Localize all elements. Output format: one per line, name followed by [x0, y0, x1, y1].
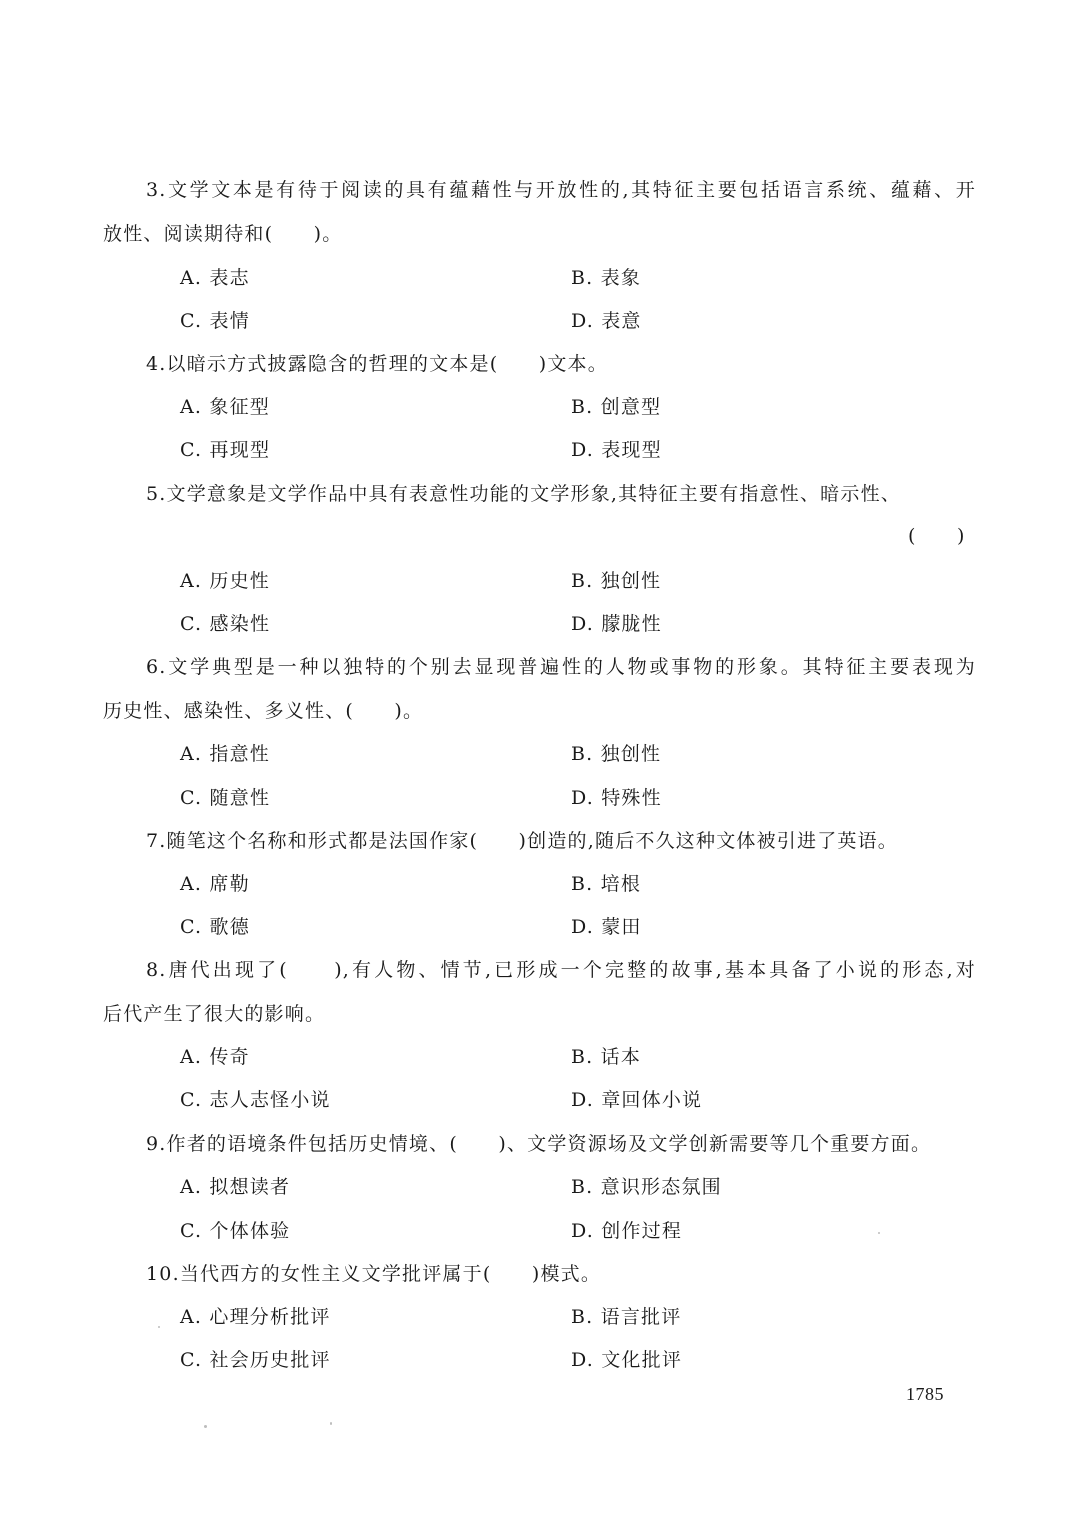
question-8-option-c: C. 志人志怪小说 [180, 1089, 331, 1111]
question-8-line-2: 后代产生了很大的影响。 [103, 1003, 326, 1025]
question-7-option-c: C. 歌德 [180, 916, 250, 938]
question-9-option-d: D. 创作过程 [571, 1220, 683, 1242]
question-5-answer-paren: ( ) [908, 525, 966, 547]
question-6-line-2: 历史性、感染性、多义性、( )。 [103, 700, 424, 722]
question-5-option-b: B. 独创性 [571, 570, 662, 592]
question-5-option-d: D. 朦胧性 [571, 613, 662, 635]
question-7-line-1: 7.随笔这个名称和形式都是法国作家( )创造的,随后不久这种文体被引进了英语。 [146, 830, 898, 852]
question-7-option-a: A. 席勒 [180, 873, 250, 895]
question-6-option-b: B. 独创性 [571, 743, 662, 765]
page-number: 1785 [906, 1384, 944, 1404]
question-4-line-1: 4.以暗示方式披露隐含的哲理的文本是( )文本。 [146, 353, 608, 375]
question-6-line-1: 6.文学典型是一种以独特的个别去显现普遍性的人物或事物的形象。其特征主要表现为 [146, 656, 976, 678]
question-3-option-a: A. 表志 [180, 267, 250, 289]
question-8-option-d: D. 章回体小说 [571, 1089, 703, 1111]
question-3-option-c: C. 表情 [180, 310, 250, 332]
question-5-option-a: A. 历史性 [180, 570, 271, 592]
question-10-line-1: 10.当代西方的女性主义文学批评属于( )模式。 [146, 1263, 602, 1285]
question-3-line-2: 放性、阅读期待和( )。 [103, 223, 343, 245]
question-3-option-d: D. 表意 [571, 310, 642, 332]
question-10-option-a: A. 心理分析批评 [180, 1306, 331, 1328]
question-9-option-c: C. 个体体验 [180, 1220, 291, 1242]
question-8-line-1: 8.唐代出现了( ),有人物、情节,已形成一个完整的故事,基本具备了小说的形态,对 [146, 959, 976, 981]
question-4-option-b: B. 创意型 [571, 396, 662, 418]
question-9-option-b: B. 意识形态氛围 [571, 1176, 722, 1198]
scan-speck [878, 1232, 880, 1234]
scan-speck [204, 1425, 207, 1428]
question-6-option-d: D. 特殊性 [571, 787, 662, 809]
question-4-option-c: C. 再现型 [180, 439, 271, 461]
question-8-option-b: B. 话本 [571, 1046, 642, 1068]
question-10-option-b: B. 语言批评 [571, 1306, 682, 1328]
question-7-option-d: D. 蒙田 [571, 916, 642, 938]
question-6-option-a: A. 指意性 [180, 743, 271, 765]
question-9-option-a: A. 拟想读者 [180, 1176, 291, 1198]
question-5-line-1: 5.文学意象是文学作品中具有表意性功能的文学形象,其特征主要有指意性、暗示性、 [146, 483, 901, 505]
scan-speck [158, 1326, 160, 1328]
question-4-option-d: D. 表现型 [571, 439, 662, 461]
question-3-option-b: B. 表象 [571, 267, 642, 289]
question-9-line-1: 9.作者的语境条件包括历史情境、( )、文学资源场及文学创新需要等几个重要方面。 [146, 1133, 932, 1155]
question-7-option-b: B. 培根 [571, 873, 642, 895]
question-10-option-c: C. 社会历史批评 [180, 1349, 331, 1371]
question-10-option-d: D. 文化批评 [571, 1349, 683, 1371]
question-5-option-c: C. 感染性 [180, 613, 271, 635]
question-4-option-a: A. 象征型 [180, 396, 271, 418]
question-8-option-a: A. 传奇 [180, 1046, 250, 1068]
scan-speck [330, 1422, 332, 1425]
question-3-line-1: 3.文学文本是有待于阅读的具有蕴藉性与开放性的,其特征主要包括语言系统、蕴藉、开 [146, 179, 976, 201]
question-6-option-c: C. 随意性 [180, 787, 271, 809]
